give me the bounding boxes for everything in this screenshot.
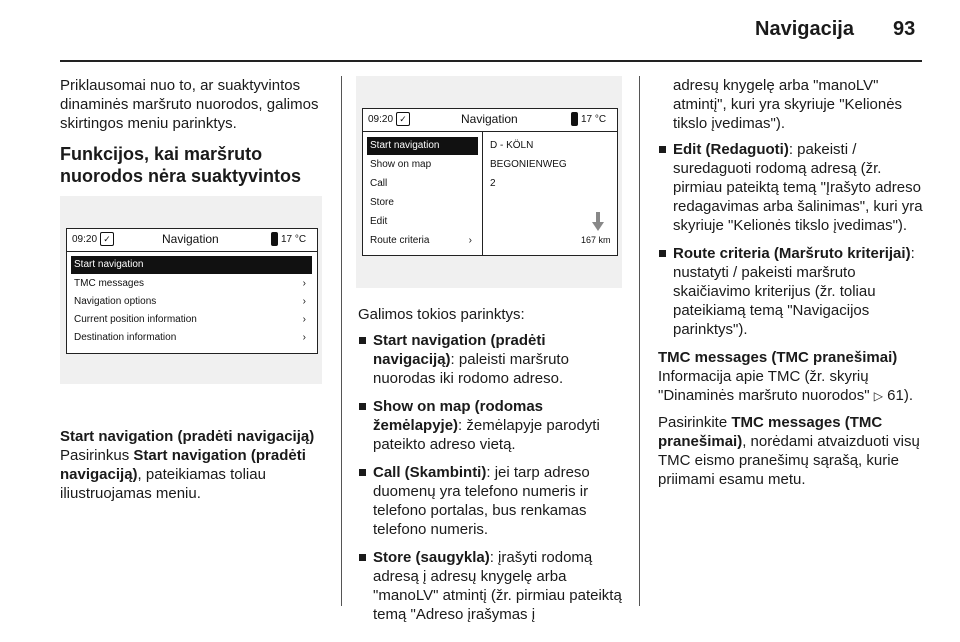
nav-screen — [362, 108, 618, 256]
section-heading: Funkcijos, kai maršruto nuorodos nėra suaktyvintos — [60, 144, 302, 186]
list-item: Show on map (rodomas žemėlapyje): žemėlapyje parodyti pateikto adreso vietą. — [358, 397, 626, 454]
arrow-down-stem — [596, 212, 600, 222]
left-column — [60, 76, 328, 195]
middle-column — [358, 305, 626, 633]
list-item: Route criteria (Maršruto kriterijai): nustatyti / pakeisti maršruto skaičiavimo kriterijus (žr. toliau pateikiamą temą "Navigacijos parinktys"). — [658, 244, 924, 339]
menu-item-tmc-messages[interactable]: TMC messages › — [71, 275, 312, 293]
column-divider — [639, 76, 640, 606]
menu-item-start-navigation[interactable]: Start navigation — [367, 137, 478, 155]
thermometer-icon — [271, 232, 278, 246]
column-divider — [341, 76, 342, 606]
page-number: 93 — [893, 18, 916, 40]
right-column — [658, 76, 924, 496]
sub-heading: Start navigation (pradėti navigaciją) — [60, 428, 315, 445]
destination-street: BEGONIENWEG — [490, 159, 567, 170]
chevron-right-icon: › — [302, 314, 306, 325]
check-icon: ✓ — [100, 232, 114, 246]
list-item: Edit (Redaguoti): pakeisti / suredaguoti rodomą adresą (žr. pirmiau pateiktą temą "Įrašyto adreso redagavimas arba šalinimas", kuri yra skyriuje "Kelionės tikslo įvedimas"). — [658, 140, 924, 235]
clock: 09:20 — [368, 114, 394, 125]
intro-paragraph: Priklausomai nuo to, ar suaktyvintos dinaminės maršruto nuorodos, galimos skirtingos meniu parinktys. — [60, 77, 319, 132]
temperature: 17 °C — [581, 114, 607, 125]
chevron-right-icon: › — [302, 332, 306, 343]
page-ref-arrow-icon: ▷ — [873, 389, 883, 403]
menu-item-start-navigation[interactable]: Start navigation — [71, 256, 312, 274]
screen-divider — [482, 131, 483, 255]
header-rule — [60, 60, 922, 62]
chevron-right-icon: › — [302, 296, 306, 307]
list-item: Start navigation (pradėti navigaciją): paleisti maršruto nuorodas iki rodomo adreso. — [358, 331, 626, 388]
menu-item-call[interactable]: Call — [370, 178, 388, 189]
figure-start-navigation-menu — [356, 76, 622, 288]
menu-item-store[interactable]: Store — [370, 197, 394, 208]
figure-main-menu — [60, 196, 322, 384]
tmc-info: Informacija apie TMC (žr. skyrių "Dinaminės maršruto nuorodos" ▷ 61). — [658, 368, 913, 404]
page-section-title: Navigacija — [755, 18, 854, 40]
chevron-right-icon: › — [468, 235, 472, 246]
distance: 167 km — [581, 235, 611, 245]
options-list-continued — [658, 140, 924, 339]
options-intro: Galimos tokios parinktys: — [358, 306, 525, 323]
destination-number: 2 — [490, 178, 496, 189]
menu-item-route-criteria[interactable]: Route criteria › — [367, 232, 478, 250]
body-paragraph: Pasirinkus Start navigation (pradėti navigaciją), pateikiamas toliau iliustruojamas meniu. — [60, 447, 306, 502]
menu-item-destination-information[interactable]: Destination information › — [71, 329, 312, 347]
options-list — [358, 331, 626, 624]
screen-title: Navigation — [162, 232, 219, 246]
thermometer-icon — [571, 112, 578, 126]
screen-title: Navigation — [461, 112, 518, 126]
menu-item-show-on-map[interactable]: Show on map — [370, 159, 432, 170]
continued-paragraph: adresų knygelę arba "manoLV" atmintį", kuri yra skyriuje "Kelionės tikslo įvedimas"). — [673, 77, 903, 132]
tmc-body: Pasirinkite TMC messages (TMC pranešimai), norėdami atvaizduoti visų TMC eismo pranešimų sąrašą, kurie priimami esamu metu. — [658, 414, 920, 488]
chevron-right-icon: › — [302, 278, 306, 289]
status-bar — [67, 229, 317, 252]
menu-item-current-position[interactable]: Current position information › — [71, 311, 312, 329]
menu-item-edit[interactable]: Edit — [370, 216, 388, 227]
left-column-lower — [60, 427, 328, 510]
clock: 09:20 — [72, 234, 98, 245]
menu-item-navigation-options[interactable]: Navigation options › — [71, 293, 312, 311]
list-item: Call (Skambinti): jei tarp adreso duomenų yra telefono numeris ir telefono portalas, bus renkamas telefono numeris. — [358, 463, 626, 539]
arrow-down-icon — [592, 222, 604, 231]
nav-screen — [66, 228, 318, 354]
tmc-heading: TMC messages (TMC pranešimai) — [658, 349, 898, 366]
status-bar — [363, 109, 617, 132]
check-icon: ✓ — [396, 112, 410, 126]
temperature: 17 °C — [281, 234, 307, 245]
destination-city: D - KÖLN — [490, 140, 534, 151]
list-item: Store (saugykla): įrašyti rodomą adresą į adresų knygelę arba "manoLV" atmintį (žr. pirmiau pateiktą temą "Adreso įrašymas į — [358, 548, 626, 624]
